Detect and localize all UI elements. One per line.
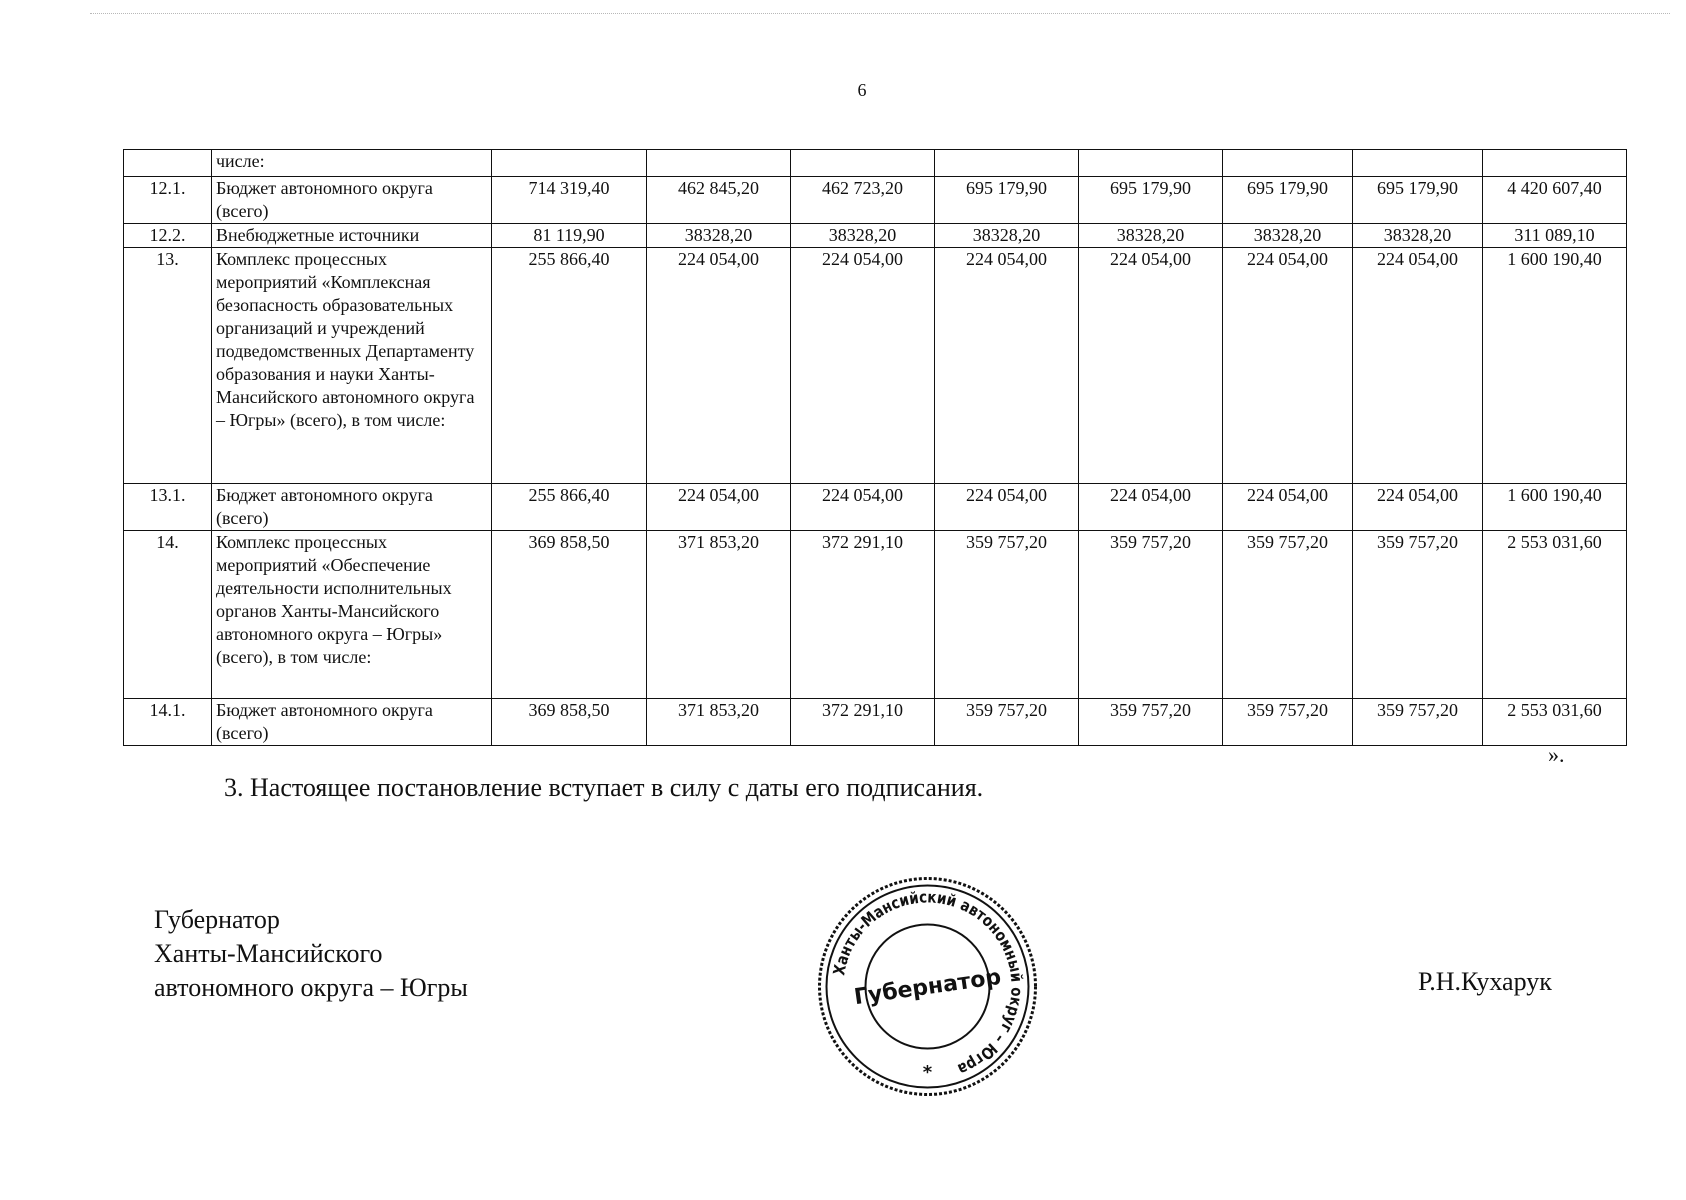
year-value-cell: 359 757,20: [1223, 699, 1353, 746]
row-number-cell: 14.: [124, 531, 212, 699]
total-value-cell: 4 420 607,40: [1483, 177, 1627, 224]
year-value-cell: 462 845,20: [647, 177, 791, 224]
year-value-cell: [935, 150, 1079, 177]
year-value-cell: 714 319,40: [492, 177, 647, 224]
total-value-cell: 2 553 031,60: [1483, 699, 1627, 746]
year-value-cell: 38328,20: [1079, 224, 1223, 248]
year-value-cell: 38328,20: [1353, 224, 1483, 248]
year-value-cell: [1079, 150, 1223, 177]
signature-title-line: Ханты-Мансийского: [154, 939, 383, 968]
description-cell: Комплекс процессных мероприятий «Обеспечение деятельности исполнительных органов Ханты-Мансийского автономного округа – Югры» (всего), в том числе:: [212, 531, 492, 699]
total-value-cell: 311 089,10: [1483, 224, 1627, 248]
year-value-cell: 224 054,00: [935, 484, 1079, 531]
description-cell: Бюджет автономного округа (всего): [212, 699, 492, 746]
year-value-cell: 371 853,20: [647, 699, 791, 746]
year-value-cell: 38328,20: [791, 224, 935, 248]
signer-name: Р.Н.Кухарук: [1418, 967, 1552, 996]
description-cell: Комплекс процессных мероприятий «Комплексная безопасность образовательных организаций и учреждений подведомственных Департаменту образования и науки Ханты-Мансийского автономного округа – Югры» (всего), в том числе:: [212, 248, 492, 484]
year-value-cell: 695 179,90: [935, 177, 1079, 224]
year-value-cell: 38328,20: [647, 224, 791, 248]
year-value-cell: 359 757,20: [1079, 531, 1223, 699]
year-value-cell: 224 054,00: [1223, 248, 1353, 484]
year-value-cell: 369 858,50: [492, 699, 647, 746]
row-number-cell: 12.2.: [124, 224, 212, 248]
signature-title-line: Губернатор: [154, 905, 280, 934]
table-row: [124, 248, 1627, 484]
table-row: [124, 531, 1627, 699]
row-number-cell: 12.1.: [124, 177, 212, 224]
year-value-cell: 224 054,00: [647, 484, 791, 531]
total-value-cell: 2 553 031,60: [1483, 531, 1627, 699]
year-value-cell: 359 757,20: [1353, 699, 1483, 746]
description-cell: Бюджет автономного округа (всего): [212, 177, 492, 224]
year-value-cell: 462 723,20: [791, 177, 935, 224]
year-value-cell: 359 757,20: [1079, 699, 1223, 746]
year-value-cell: [492, 150, 647, 177]
budget-table: [123, 149, 1627, 746]
year-value-cell: 224 054,00: [935, 248, 1079, 484]
closing-quote: ».: [1548, 742, 1565, 767]
seal-ring-text-path: Ханты-Мансийский автономный округ – Югра: [829, 887, 1027, 1080]
row-number-cell: 13.1.: [124, 484, 212, 531]
year-value-cell: 224 054,00: [1353, 484, 1483, 531]
total-value-cell: [1483, 150, 1627, 177]
year-value-cell: 224 054,00: [647, 248, 791, 484]
seal-center-text: Губернатор: [852, 964, 1003, 1011]
governor-seal: [815, 874, 1040, 1099]
year-value-cell: 372 291,10: [791, 531, 935, 699]
signature-title-block: [154, 903, 468, 1005]
year-value-cell: 359 757,20: [1223, 531, 1353, 699]
year-value-cell: 224 054,00: [1353, 248, 1483, 484]
scan-edge-line: [90, 13, 1670, 14]
table-row: [124, 484, 1627, 531]
year-value-cell: 695 179,90: [1353, 177, 1483, 224]
year-value-cell: 224 054,00: [791, 248, 935, 484]
year-value-cell: [1353, 150, 1483, 177]
year-value-cell: 369 858,50: [492, 531, 647, 699]
year-value-cell: 38328,20: [935, 224, 1079, 248]
year-value-cell: [1223, 150, 1353, 177]
row-number-cell: 13.: [124, 248, 212, 484]
table-row: [124, 699, 1627, 746]
year-value-cell: 359 757,20: [935, 531, 1079, 699]
year-value-cell: 359 757,20: [935, 699, 1079, 746]
page-number: 6: [857, 80, 867, 100]
description-cell: числе:: [212, 150, 492, 177]
signature-title-line: автономного округа – Югры: [154, 973, 468, 1002]
year-value-cell: 255 866,40: [492, 484, 647, 531]
year-value-cell: 224 054,00: [791, 484, 935, 531]
year-value-cell: 371 853,20: [647, 531, 791, 699]
seal-star: *: [922, 1062, 933, 1083]
total-value-cell: 1 600 190,40: [1483, 484, 1627, 531]
description-cell: Внебюджетные источники: [212, 224, 492, 248]
year-value-cell: 695 179,90: [1079, 177, 1223, 224]
year-value-cell: 38328,20: [1223, 224, 1353, 248]
table-row: [124, 224, 1627, 248]
row-number-cell: [124, 150, 212, 177]
year-value-cell: 359 757,20: [1353, 531, 1483, 699]
description-cell: Бюджет автономного округа (всего): [212, 484, 492, 531]
table-row: [124, 150, 1627, 177]
resolution-paragraph: 3. Настоящее постановление вступает в силу с даты его подписания.: [224, 773, 984, 802]
year-value-cell: 81 119,90: [492, 224, 647, 248]
year-value-cell: 224 054,00: [1079, 484, 1223, 531]
year-value-cell: 224 054,00: [1079, 248, 1223, 484]
total-value-cell: 1 600 190,40: [1483, 248, 1627, 484]
table-row: [124, 177, 1627, 224]
year-value-cell: [647, 150, 791, 177]
year-value-cell: [791, 150, 935, 177]
row-number-cell: 14.1.: [124, 699, 212, 746]
year-value-cell: 255 866,40: [492, 248, 647, 484]
year-value-cell: 224 054,00: [1223, 484, 1353, 531]
year-value-cell: 372 291,10: [791, 699, 935, 746]
year-value-cell: 695 179,90: [1223, 177, 1353, 224]
